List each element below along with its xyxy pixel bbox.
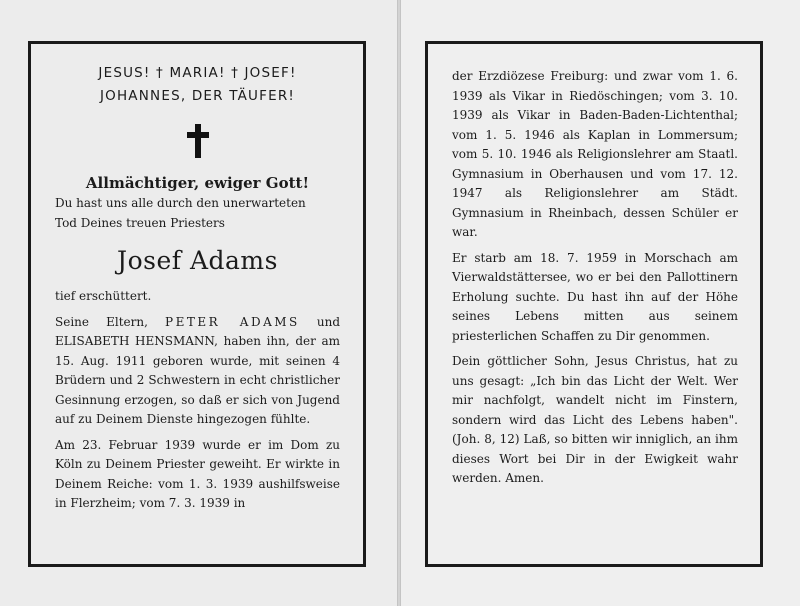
- deceased-name: Josef Adams: [117, 246, 278, 275]
- left-text-column: [55, 62, 340, 520]
- invocation-line-1: JESUS! † MARIA! † JOSEF!: [98, 65, 297, 81]
- prayer-heading: Allmächtiger, ewiger Gott!: [85, 174, 310, 192]
- ordination-paragraph: Am 23. Februar 1939 wurde er im Dom zu Köln zu Deinem Priester geweiht. Er wirkte in Deinem Reiche: vom 1. 3. 1939 aushilfsweise in Flerzheim; vom 7. 3. 1939 in: [55, 437, 340, 510]
- parents-and: und: [299, 314, 341, 329]
- cross-container: [55, 124, 340, 170]
- right-text-column: [452, 67, 738, 495]
- invocation-line-2: JOHANNES, DER TÄUFER!: [99, 88, 296, 104]
- parents-paragraph: [55, 313, 340, 430]
- parents-rest: , haben ihn, der am 15. Aug. 1911 geboren wurde, mit seinen 4 Brüdern und 2 Schwestern in echt christlicher Gesinnung erzogen, so daß er sich von Jugend auf zu Deinem Dienste hingezogen fühlte.: [55, 334, 340, 426]
- page-fold: [397, 0, 401, 606]
- scripture-paragraph: Dein göttlicher Sohn, Jesus Christus, hat zu uns gesagt: „Ich bin das Licht der Welt. Wer mir nachfolgt, wandelt nicht im Finstern, sondern wird das Licht des Lebens haben". (Joh. 8, 12) Laß, so bitten wir inniglich, an ihm dieses Wort bei Dir in der Ewigkeit wahr werden. Amen.: [452, 354, 738, 485]
- latin-cross-icon: [187, 124, 209, 158]
- death-paragraph: Er starb am 18. 7. 1959 in Morschach am Vierwaldstättersee, wo er bei den Pallottinern Erholung suchte. Du hast ihn auf der Höhe seines Lebens mitten aus seinem priesterlichen Schaffen zu Dir genommen.: [452, 250, 738, 343]
- mother-name: ELISABETH HENSMANN: [55, 334, 215, 348]
- father-name: PETER ADAMS: [165, 314, 300, 329]
- intro-line-1: Du hast uns alle durch den unerwarteten: [55, 196, 306, 210]
- career-paragraph: der Erzdiözese Freiburg: und zwar vom 1. 6. 1939 als Vikar in Riedöschingen; vom 3. 10. 1939 als Vikar in Baden-Baden-Lichtenthal; vom 1. 5. 1946 als Kaplan in Lommersum; vom 5. 10. 1946 als Religionslehrer am Staatl. Gymnasium in Oberhausen und vom 17. 12. 1947 als Religionslehrer am Städt. Gymnasium in Rheinbach, dessen Schüler er war.: [452, 69, 738, 239]
- intro-line-2: Tod Deines treuen Priesters: [55, 215, 225, 230]
- parents-intro: Seine Eltern,: [55, 314, 166, 329]
- after-name-text: tief erschüttert.: [55, 289, 152, 303]
